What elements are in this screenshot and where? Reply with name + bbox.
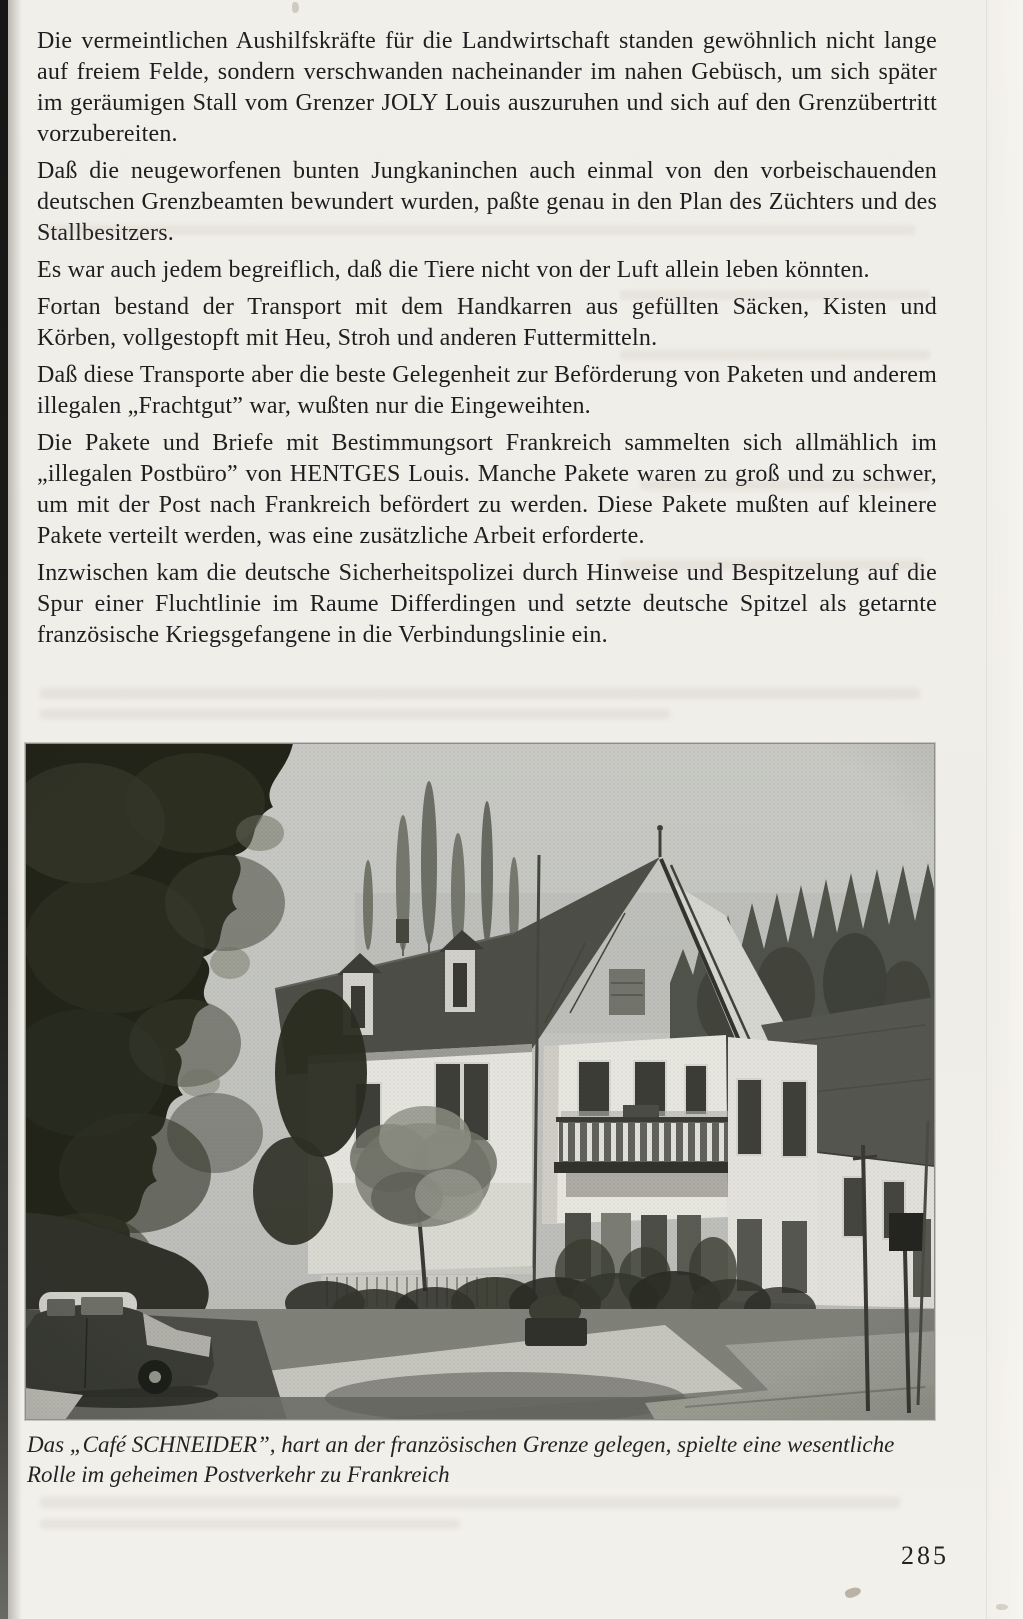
paragraph-2: Daß die neugeworfenen bunten Jungkaninchen auch einmal von den vorbeischauenden deutschen Grenzbeamten bewundert wurden, paßte genau in den Plan des Züchters und des Stallbesitzers. [37, 158, 937, 246]
bleed-through-text [40, 709, 670, 719]
bleed-through-text [620, 350, 930, 360]
bleed-through-text [40, 1497, 900, 1508]
photo-illustration [25, 743, 935, 1420]
paragraph-6: Die Pakete und Briefe mit Bestimmungsort Frankreich sammelten sich allmählich im „illegalen Postbüro” von HENTGES Louis. Manche Pakete waren zu groß und zu schwer, um mit der Post nach Frankreich befördert zu werden. Diese Pakete mußten auf kleinere Pakete verteilt werden, was eine zusätzliche Arbeit erforderte. [37, 430, 937, 549]
caption-line-1: Das „Café SCHNEIDER”, hart an der französischen Grenze gelegen, spielte eine wesentliche [27, 1432, 895, 1457]
bleed-through-text [620, 290, 930, 300]
bleed-through-text [40, 1519, 460, 1529]
page-number: 285 [901, 1541, 949, 1570]
scan-speck [996, 1604, 1008, 1610]
bleed-through-text [640, 480, 930, 490]
scan-speck [844, 1586, 862, 1600]
bleed-through-text [620, 560, 925, 570]
paragraph-1: Die vermeintlichen Aushilfskräfte für die Landwirtschaft standen gewöhnlich nicht lange auf freiem Felde, sondern verschwanden nacheinander im nahen Gebüsch, um sich später im geräumigen Stall vom Grenzer JOLY Louis auszuruhen und sich auf den Grenzübertritt vorzubereiten. [37, 28, 937, 147]
photo-caption [27, 1430, 957, 1490]
bleed-through-text [40, 688, 920, 699]
cafe-schneider-photo [25, 743, 935, 1420]
paragraph-5: Daß diese Transporte aber die beste Gelegenheit zur Beförderung von Paketen und anderem illegalen „Frachtgut” war, wußten nur die Eingeweihten. [37, 362, 937, 419]
page-gutter-edge [0, 0, 8, 1619]
bleed-through-text [45, 225, 915, 235]
caption-line-2: Rolle im geheimen Postverkehr zu Frankreich [27, 1462, 450, 1487]
page-right-edge [986, 0, 1023, 1619]
paragraph-7: Inzwischen kam die deutsche Sicherheitspolizei durch Hinweise und Bespitzelung auf die Spur einer Fluchtlinie im Raume Differdingen und setzte deutsche Spitzel als getarnte französische Kriegsgefangene in die Verbindungslinie ein. [37, 560, 937, 648]
scan-speck [292, 2, 299, 13]
page-gutter-shadow [8, 0, 22, 1619]
paragraph-3: Es war auch jedem begreiflich, daß die Tiere nicht von der Luft allein leben könnten. [37, 257, 870, 283]
paragraph-4: Fortan bestand der Transport mit dem Handkarren aus gefüllten Säcken, Kisten und Körben, vollgestopft mit Heu, Stroh und anderen Futtermitteln. [37, 294, 937, 351]
